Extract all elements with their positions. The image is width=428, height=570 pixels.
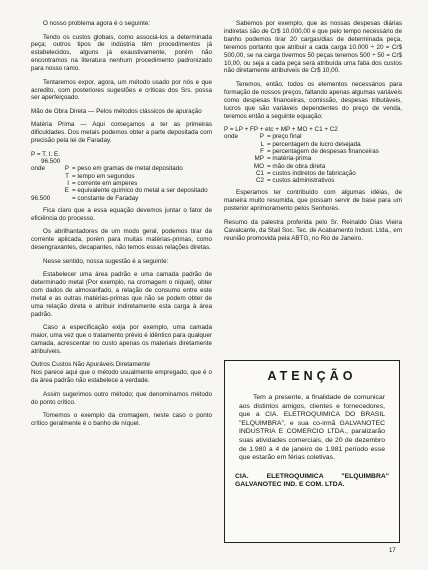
formula-cell	[31, 173, 53, 180]
formula-row	[31, 195, 212, 202]
paragraph: Esperamos ter contribuído com algumas idéias, de maneira muito resumida, que possam servir de base para um posterior aprimoramento pelos Senhores.	[224, 189, 402, 213]
formula-row	[31, 187, 212, 194]
paragraph: Fica claro que a essa equação devemos juntar o fator de eficiência do processo.	[31, 206, 212, 222]
attribution: Resumo da palestra proferida pelo Sr. Reinaldo Dias Vieira Cavalcante, da Stail Soc. Tec. de Acabamento Indust. Ltda., em reunião promovida pela ABTG, no Rio de Janeiro.	[224, 218, 402, 242]
formula-row	[224, 163, 402, 170]
formula-row	[224, 141, 402, 148]
formula-cell	[224, 170, 244, 177]
formula-symbol: C1	[255, 169, 264, 177]
notice-box	[224, 360, 400, 543]
paragraph: Os abrilhantadores de um modo geral, podemos tirar da corrente aplicada, porém para muitas matérias-primas, como desengraxantes, decapantes, não temos essas relações diretas.	[31, 228, 212, 252]
paragraph: Matéria Prima — Aqui começamos a ter as primeiras dificuldades. Dos metais podemos obter a parte depositada com precisão pela lei de Faraday.	[31, 121, 212, 145]
formula-divisor: 96.500	[41, 158, 61, 166]
formula-definition: = custos administrativos	[267, 177, 335, 185]
page-number: 17	[389, 548, 396, 554]
formula-cell: 96.500	[31, 194, 51, 202]
formula-row	[224, 148, 402, 155]
formula-definition: = peso em gramas de metal depositado	[72, 165, 183, 173]
formula-line: P = T. I. E.	[31, 150, 60, 158]
notice-signature: CIA. ELETROQUIMICA "ELQUIMBRA" GALVANOTEC IND. E COM. LTDA.	[235, 472, 389, 489]
paragraph: Nos parece aqui que o método usualmente empregado, que é o da área padrão não estabelece a verdade.	[31, 369, 212, 385]
formula-symbol: E	[64, 187, 69, 195]
formula-row	[224, 177, 402, 184]
paragraph: Estabelecer uma área padrão e uma camada padrão de determinado metal (Por exemplo, na cromagem o níquel), obter com dados de almoxarifado, a relação de consumo entre este metal e as outras matérias-primas que não se podem obter de uma relação direta e atribuir indiretamente esta carga à área padrão.	[31, 271, 212, 318]
notice-body: Tem a presente, a finalidade de comunicar aos distintos amigos, clientes e fornecedores, que a CIA. ELETROQUIMICA DO BRASIL "ELQUIMBRA", e sua co-irmã GALVANOTEC INDUSTRIA E COMERCIO LTDA., paralizarão suas atividades comerciais, de 20 de dezembro de 1.980 a 4 de janeiro de 1.981 período esse que estarão em férias coletivas.	[239, 394, 385, 462]
formula-cell	[224, 148, 244, 155]
paragraph: Tendo os custos globais, como associá-los a determinada peça; outros tipos de indústria têm procedimentos já estabelecidos, alguns já exaustivamente, porém não encontramos na literatura nenhum procedimento padronizado para nosso ramo.	[31, 33, 212, 73]
notice-title: ATENÇÃO	[267, 369, 357, 383]
formula-symbol: MP	[254, 155, 264, 163]
formula-definition: = percentagem de lucro desejada	[267, 140, 361, 148]
formula-cell	[224, 177, 244, 184]
formula-cell: onde	[31, 165, 46, 173]
formula-cell	[31, 180, 53, 187]
formula-line: P = LP + FP + etc + MP + MO + C1 + C2	[224, 126, 338, 134]
formula-row	[224, 133, 402, 140]
formula-symbol: MO	[253, 162, 264, 170]
formula-definition: = tempo em segundos	[72, 172, 135, 180]
formula-definition: = constante de Faraday	[72, 194, 139, 202]
formula-symbol: T	[65, 172, 69, 180]
paragraph: Tentaremos expor, agora, um método usado por nós e que acredito, com posteriores sugestões e críticas dos Srs. possa ser aperfeiçoado.	[31, 78, 212, 102]
right-column	[224, 20, 402, 248]
formula-definition: = equivalente químico do metal a ser depositado	[72, 187, 208, 195]
formula-cell	[31, 187, 53, 194]
formula-cell: onde	[224, 133, 239, 141]
formula-symbol	[57, 195, 72, 202]
formula-row	[31, 173, 212, 180]
paragraph: Sabemos por exemplo, que as nossas despesas diárias indiretas são de Cr$ 10.000,00 e que pelo tempo necessário de banho podemos tirar 20 cargas/dias de determinada peça, teremos portanto que atribuir a cada carga 10.000 ÷ 20 = Cr$ 500,00, se na carga tivermos 50 peças teremos 500 ÷ 50 = Cr$ 10,00, ou seja a cada peça será atribuída uma fatia dos custos não diretamente atribuíveis de Cr$ 10,00.	[224, 20, 402, 75]
paragraph: Nesse sentido, nossa sugestão é a seguinte:	[43, 257, 169, 265]
formula-symbol: I	[67, 179, 69, 187]
formula-row	[224, 170, 402, 177]
formula-definition: = custos indiretos de fabricação	[267, 169, 356, 177]
formula-definition: = matéria-prima	[267, 155, 312, 163]
formula-definition: = preço final	[267, 133, 302, 141]
formula-symbol: P	[259, 133, 264, 141]
faraday-formula	[31, 151, 212, 202]
price-formula	[224, 126, 402, 184]
formula-symbol: C2	[255, 177, 264, 185]
paragraph: Teremos, então, todos os elementos necessários para formação de nossos preços, faltando apenas algumas variáveis como despesas financeiras, comissão, despesas tributáveis, lucros que são variáveis dependentes do preço de venda, teremos então a seguinte equação:	[224, 80, 402, 120]
left-column	[31, 20, 212, 433]
formula-symbol: L	[260, 140, 264, 148]
formula-symbol: P	[64, 165, 69, 173]
section-heading: Outros Custos Não Apuráveis Diretamente	[31, 361, 150, 369]
paragraph: Caso a especificação exija por exemplo, uma camada maior, uma vez que o tratamento prévio é idêntico para qualquer camada, acrescentar no custo apenas os materiais diretamente atribuíveis.	[31, 324, 212, 355]
section-heading: Mão de Obra Direta — Pelos métodos clássicos de apuração	[31, 107, 202, 115]
formula-row	[224, 155, 402, 162]
formula-row	[31, 180, 212, 187]
paragraph: Assim sugerimos outro método; que denominamos método do ponto crítico.	[31, 390, 212, 406]
formula-definition: = mão de obra direta	[267, 162, 326, 170]
formula-row	[31, 165, 212, 172]
formula-cell	[224, 155, 244, 162]
formula-definition: = percentagem de despesas financeiras	[267, 147, 379, 155]
paragraph: Tomemos o exemplo da cromagem, neste caso o ponto crítico geralmente é o banho de níquel.	[31, 412, 212, 427]
paragraph: O nosso problema agora é o seguinte:	[43, 20, 151, 27]
formula-cell	[224, 141, 244, 148]
formula-definition: = corrente em amperes	[72, 179, 138, 187]
formula-symbol: F	[260, 147, 264, 155]
formula-cell	[224, 163, 244, 170]
